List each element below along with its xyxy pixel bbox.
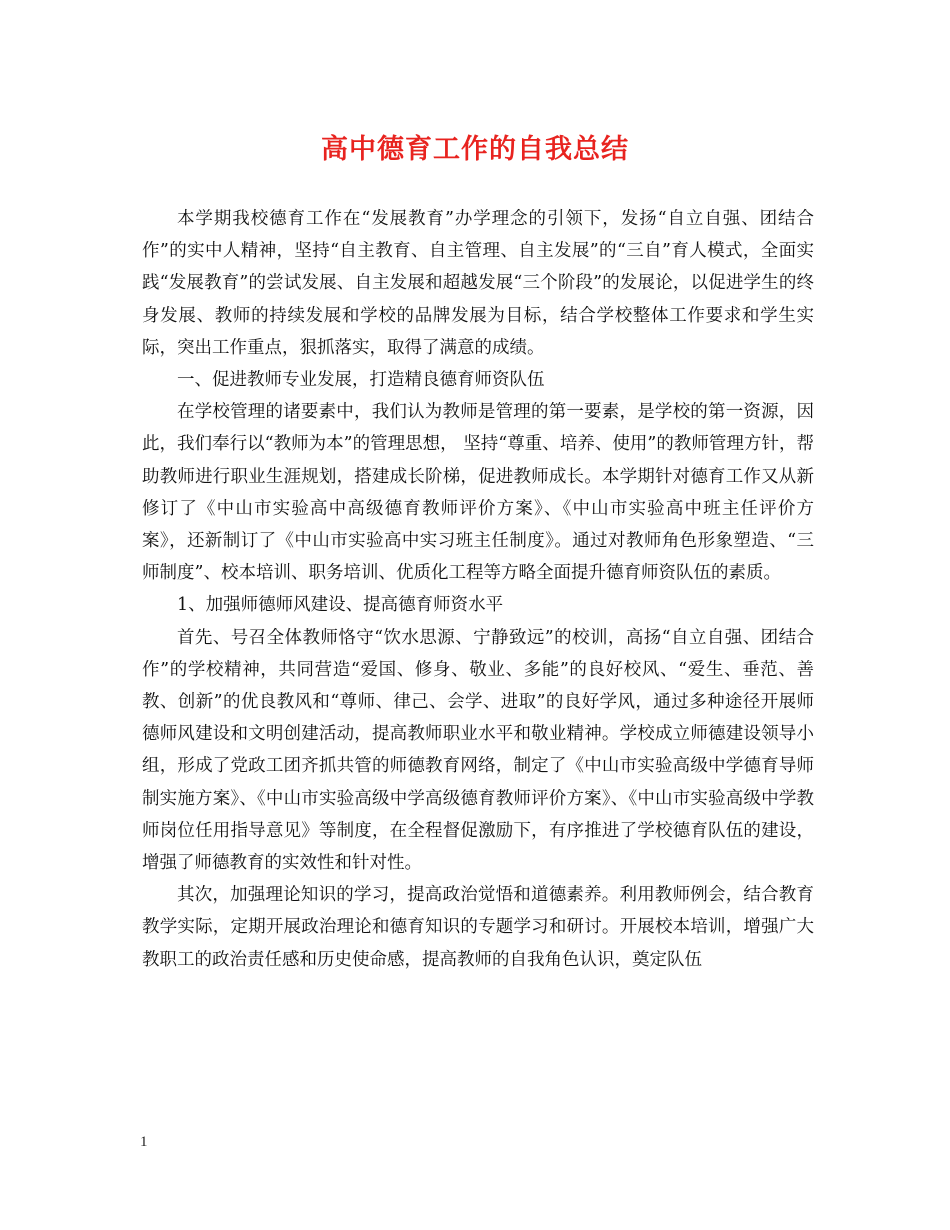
document-body bbox=[142, 203, 814, 976]
subsection-heading-1: 1、加强师德师风建设、提高德育师资水平 bbox=[177, 595, 504, 616]
paragraph-intro: 本学期我校德育工作在“发展教育”办学理念的引领下，发扬“自立自强、团结合作”的实中人精神，坚持“自主教育、自主管理、自主发展”的“三自”育人模式，全面实践“发展教育”的尝试发展、自主发展和超越发展“三个阶段”的发展论，以促进学生的终身发展、教师的持续发展和学校的品牌发展为目标，结合学校整体工作要求和学生实际，突出工作重点，狠抓落实，取得了满意的成绩。 bbox=[142, 209, 814, 358]
document-title: 高中德育工作的自我总结 bbox=[321, 134, 629, 165]
paragraph-teacher-management: 在学校管理的诸要素中，我们认为教师是管理的第一要素，是学校的第一资源，因此，我们奉行以“教师为本”的管理思想， 坚持“尊重、培养、使用”的教师管理方针，帮助教师进行职业生涯规划，搭建成长阶梯，促进教师成长。本学期针对德育工作又从新修订了《中山市实验高中高级德育教师评价方案》、《中山市实验高中班主任评价方案》，还新制订了《中山市实验高中实习班主任制度》。通过对教师角色形象塑造、“三师制度”、校本培训、职务培训、优质化工程等方略全面提升德育师资队伍的素质。 bbox=[142, 402, 814, 584]
paragraph-first: 首先、号召全体教师恪守“饮水思源、宁静致远”的校训，高扬“自立自强、团结合作”的学校精神，共同营造“爱国、修身、敬业、多能”的良好校风、“爱生、垂范、善教、创新”的优良教风和“尊师、律己、会学、进取”的良好学风，通过多种途径开展师德师风建设和文明创建活动，提高教师职业水平和敬业精神。学校成立师德建设领导小组，形成了党政工团齐抓共管的师德教育网络，制定了《中山市实验高级中学德育导师制实施方案》、《中山市实验高级中学高级德育教师评价方案》、《中山市实验高级中学教师岗位任用指导意见》等制度，在全程督促激励下，有序推进了学校德育队伍的建设，增强了师德教育的实效性和针对性。 bbox=[142, 627, 814, 874]
section-heading-1: 一、促进教师专业发展，打造精良德育师资队伍 bbox=[177, 370, 545, 391]
paragraph-second: 其次，加强理论知识的学习，提高政治觉悟和道德素养。利用教师例会，结合教育教学实际，定期开展政治理论和德育知识的专题学习和研讨。开展校本培训，增强广大教职工的政治责任感和历史使命感，提高教师的自我角色认识，奠定队伍 bbox=[142, 885, 814, 970]
page-number: 1 bbox=[140, 1134, 148, 1150]
